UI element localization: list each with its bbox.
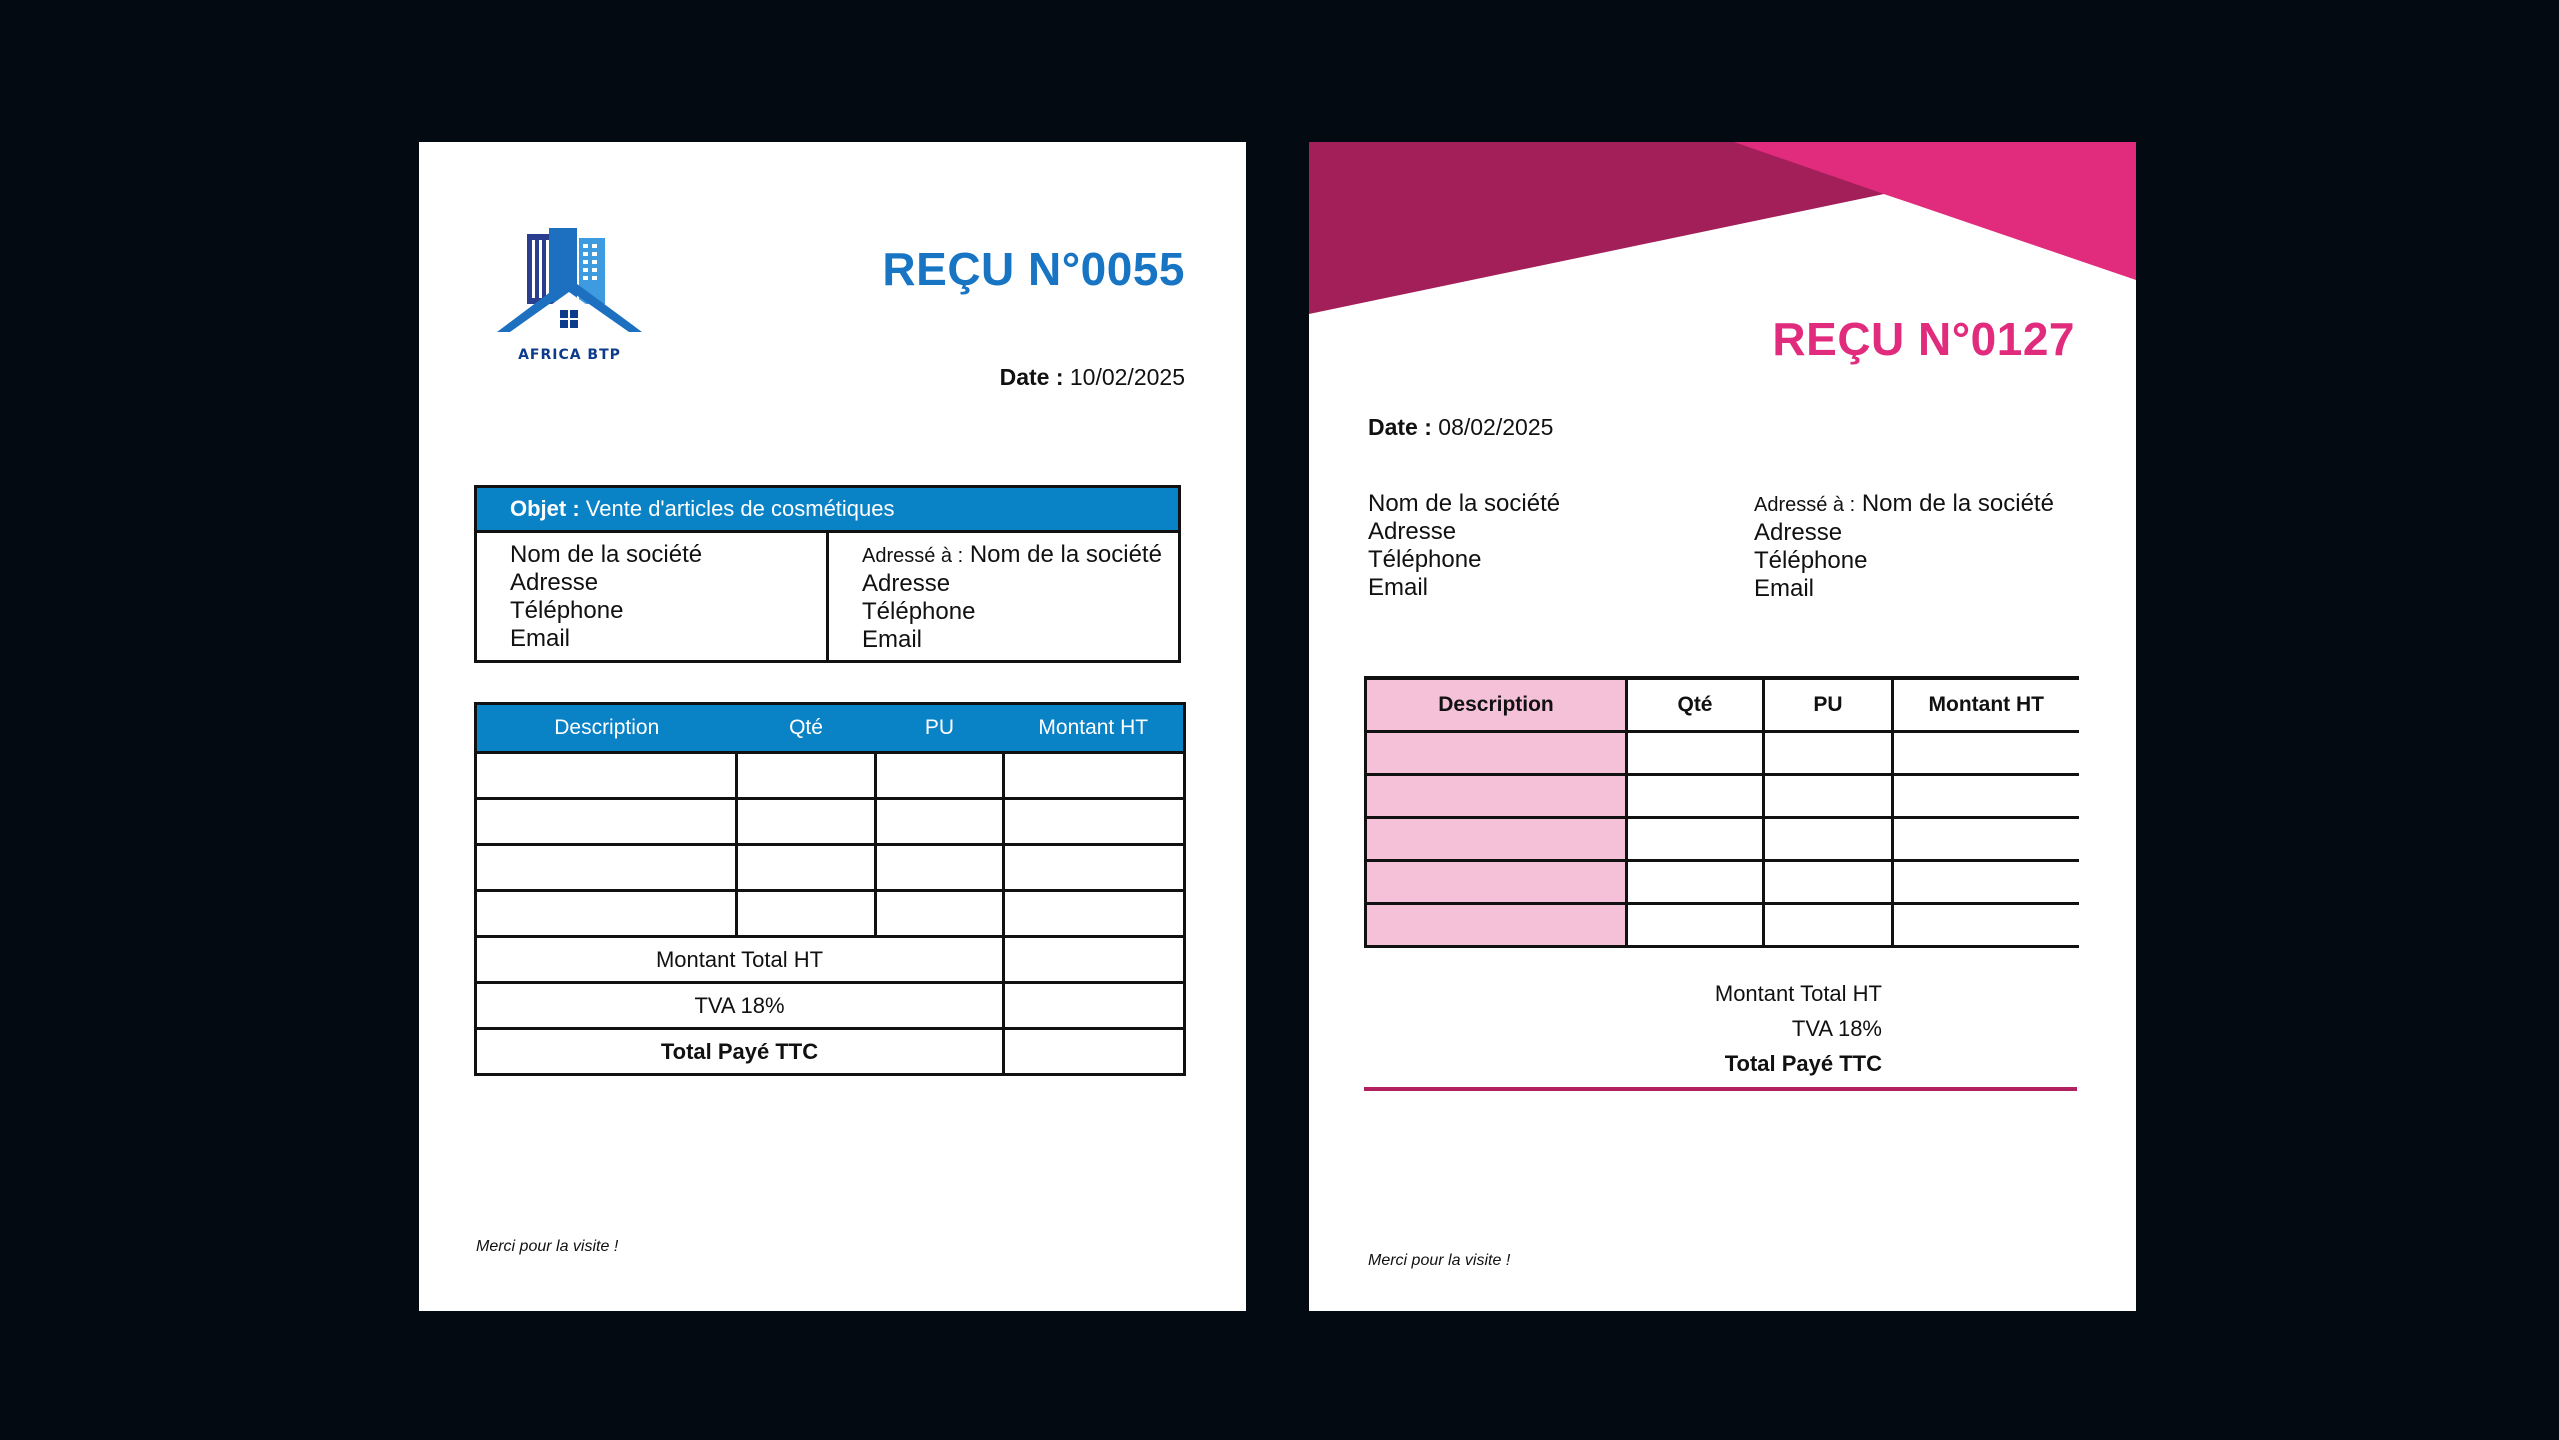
col-description: Description <box>476 704 737 753</box>
object-bar <box>477 488 1178 533</box>
africa-btp-logo <box>497 228 642 363</box>
object-address-box <box>474 485 1181 663</box>
col-unit-price: PU <box>876 704 1004 753</box>
table-row <box>1366 861 2079 904</box>
date-value: 10/02/2025 <box>1069 364 1185 390</box>
total-ht-row <box>476 937 1185 983</box>
recipient-company: Nom de la société <box>969 541 1162 568</box>
recipient-company: Nom de la société <box>1861 490 2054 517</box>
thanks-note: Merci pour la visite ! <box>1368 1252 1511 1269</box>
receipt-africa-btp <box>419 142 1246 1311</box>
recipient-address: Adresse <box>862 570 951 597</box>
totals-divider <box>1364 1087 2077 1091</box>
thanks-note: Merci pour la visite ! <box>476 1238 619 1255</box>
sender-company: Nom de la société <box>1368 490 1561 517</box>
total-ttc-label: Total Payé TTC <box>1724 1051 1882 1076</box>
date-value: 08/02/2025 <box>1438 414 1554 440</box>
sender-address: Adresse <box>1368 518 1457 545</box>
receipt-date <box>1000 364 1185 391</box>
recipient-email: Email <box>862 626 923 653</box>
sender-block <box>477 533 829 663</box>
object-label: Objet : <box>510 496 580 521</box>
header-banner <box>1309 142 2136 332</box>
total-ttc-row <box>476 1029 1185 1075</box>
receipt-title: REÇU N°0055 <box>882 243 1185 295</box>
table-row <box>476 891 1185 937</box>
recipient-block <box>829 533 1178 663</box>
col-qty: Qté <box>737 704 876 753</box>
sender-address: Adresse <box>510 569 599 596</box>
items-table <box>474 702 1186 1076</box>
logo-text: AFRICA BTP <box>518 347 621 363</box>
tva-label: TVA 18% <box>476 983 1004 1029</box>
recipient-email: Email <box>1754 575 1815 602</box>
col-qty: Qté <box>1627 678 1764 732</box>
date-label: Date : <box>999 364 1064 390</box>
sender-block <box>1368 490 1560 602</box>
recipient-address: Adresse <box>1754 519 1843 546</box>
table-row <box>476 753 1185 799</box>
receipt-title: REÇU N°0127 <box>1772 313 2075 365</box>
col-amount: Montant HT <box>1893 678 2079 732</box>
recipient-prefix: Adressé à : <box>862 545 964 567</box>
items-table <box>1364 676 2079 948</box>
table-row <box>476 799 1185 845</box>
recipient-block <box>1754 490 2054 603</box>
recipient-phone: Téléphone <box>1754 547 1868 574</box>
receipt-pink <box>1309 142 2136 1311</box>
sender-email: Email <box>1368 574 1429 601</box>
table-row <box>1366 904 2079 947</box>
table-row <box>1366 818 2079 861</box>
tva-label: TVA 18% <box>1791 1016 1882 1041</box>
sender-phone: Téléphone <box>510 597 624 624</box>
receipt-date <box>1368 414 1553 441</box>
total-ht-label: Montant Total HT <box>1714 981 1882 1006</box>
sender-email: Email <box>510 625 571 652</box>
sender-company: Nom de la société <box>510 541 703 568</box>
recipient-prefix: Adressé à : <box>1754 494 1856 516</box>
col-description: Description <box>1366 678 1627 732</box>
sender-phone: Téléphone <box>1368 546 1482 573</box>
col-unit-price: PU <box>1764 678 1893 732</box>
table-row <box>1366 732 2079 775</box>
date-label: Date : <box>1368 414 1432 440</box>
table-row <box>1366 775 2079 818</box>
total-ttc-label: Total Payé TTC <box>476 1029 1004 1075</box>
total-ht-label: Montant Total HT <box>476 937 1004 983</box>
building-house-icon <box>497 228 642 340</box>
tva-row <box>476 983 1185 1029</box>
object-value: Vente d'articles de cosmétiques <box>585 496 895 521</box>
col-amount: Montant HT <box>1004 704 1185 753</box>
recipient-phone: Téléphone <box>862 598 976 625</box>
table-row <box>476 845 1185 891</box>
totals-block <box>1715 976 1882 1081</box>
